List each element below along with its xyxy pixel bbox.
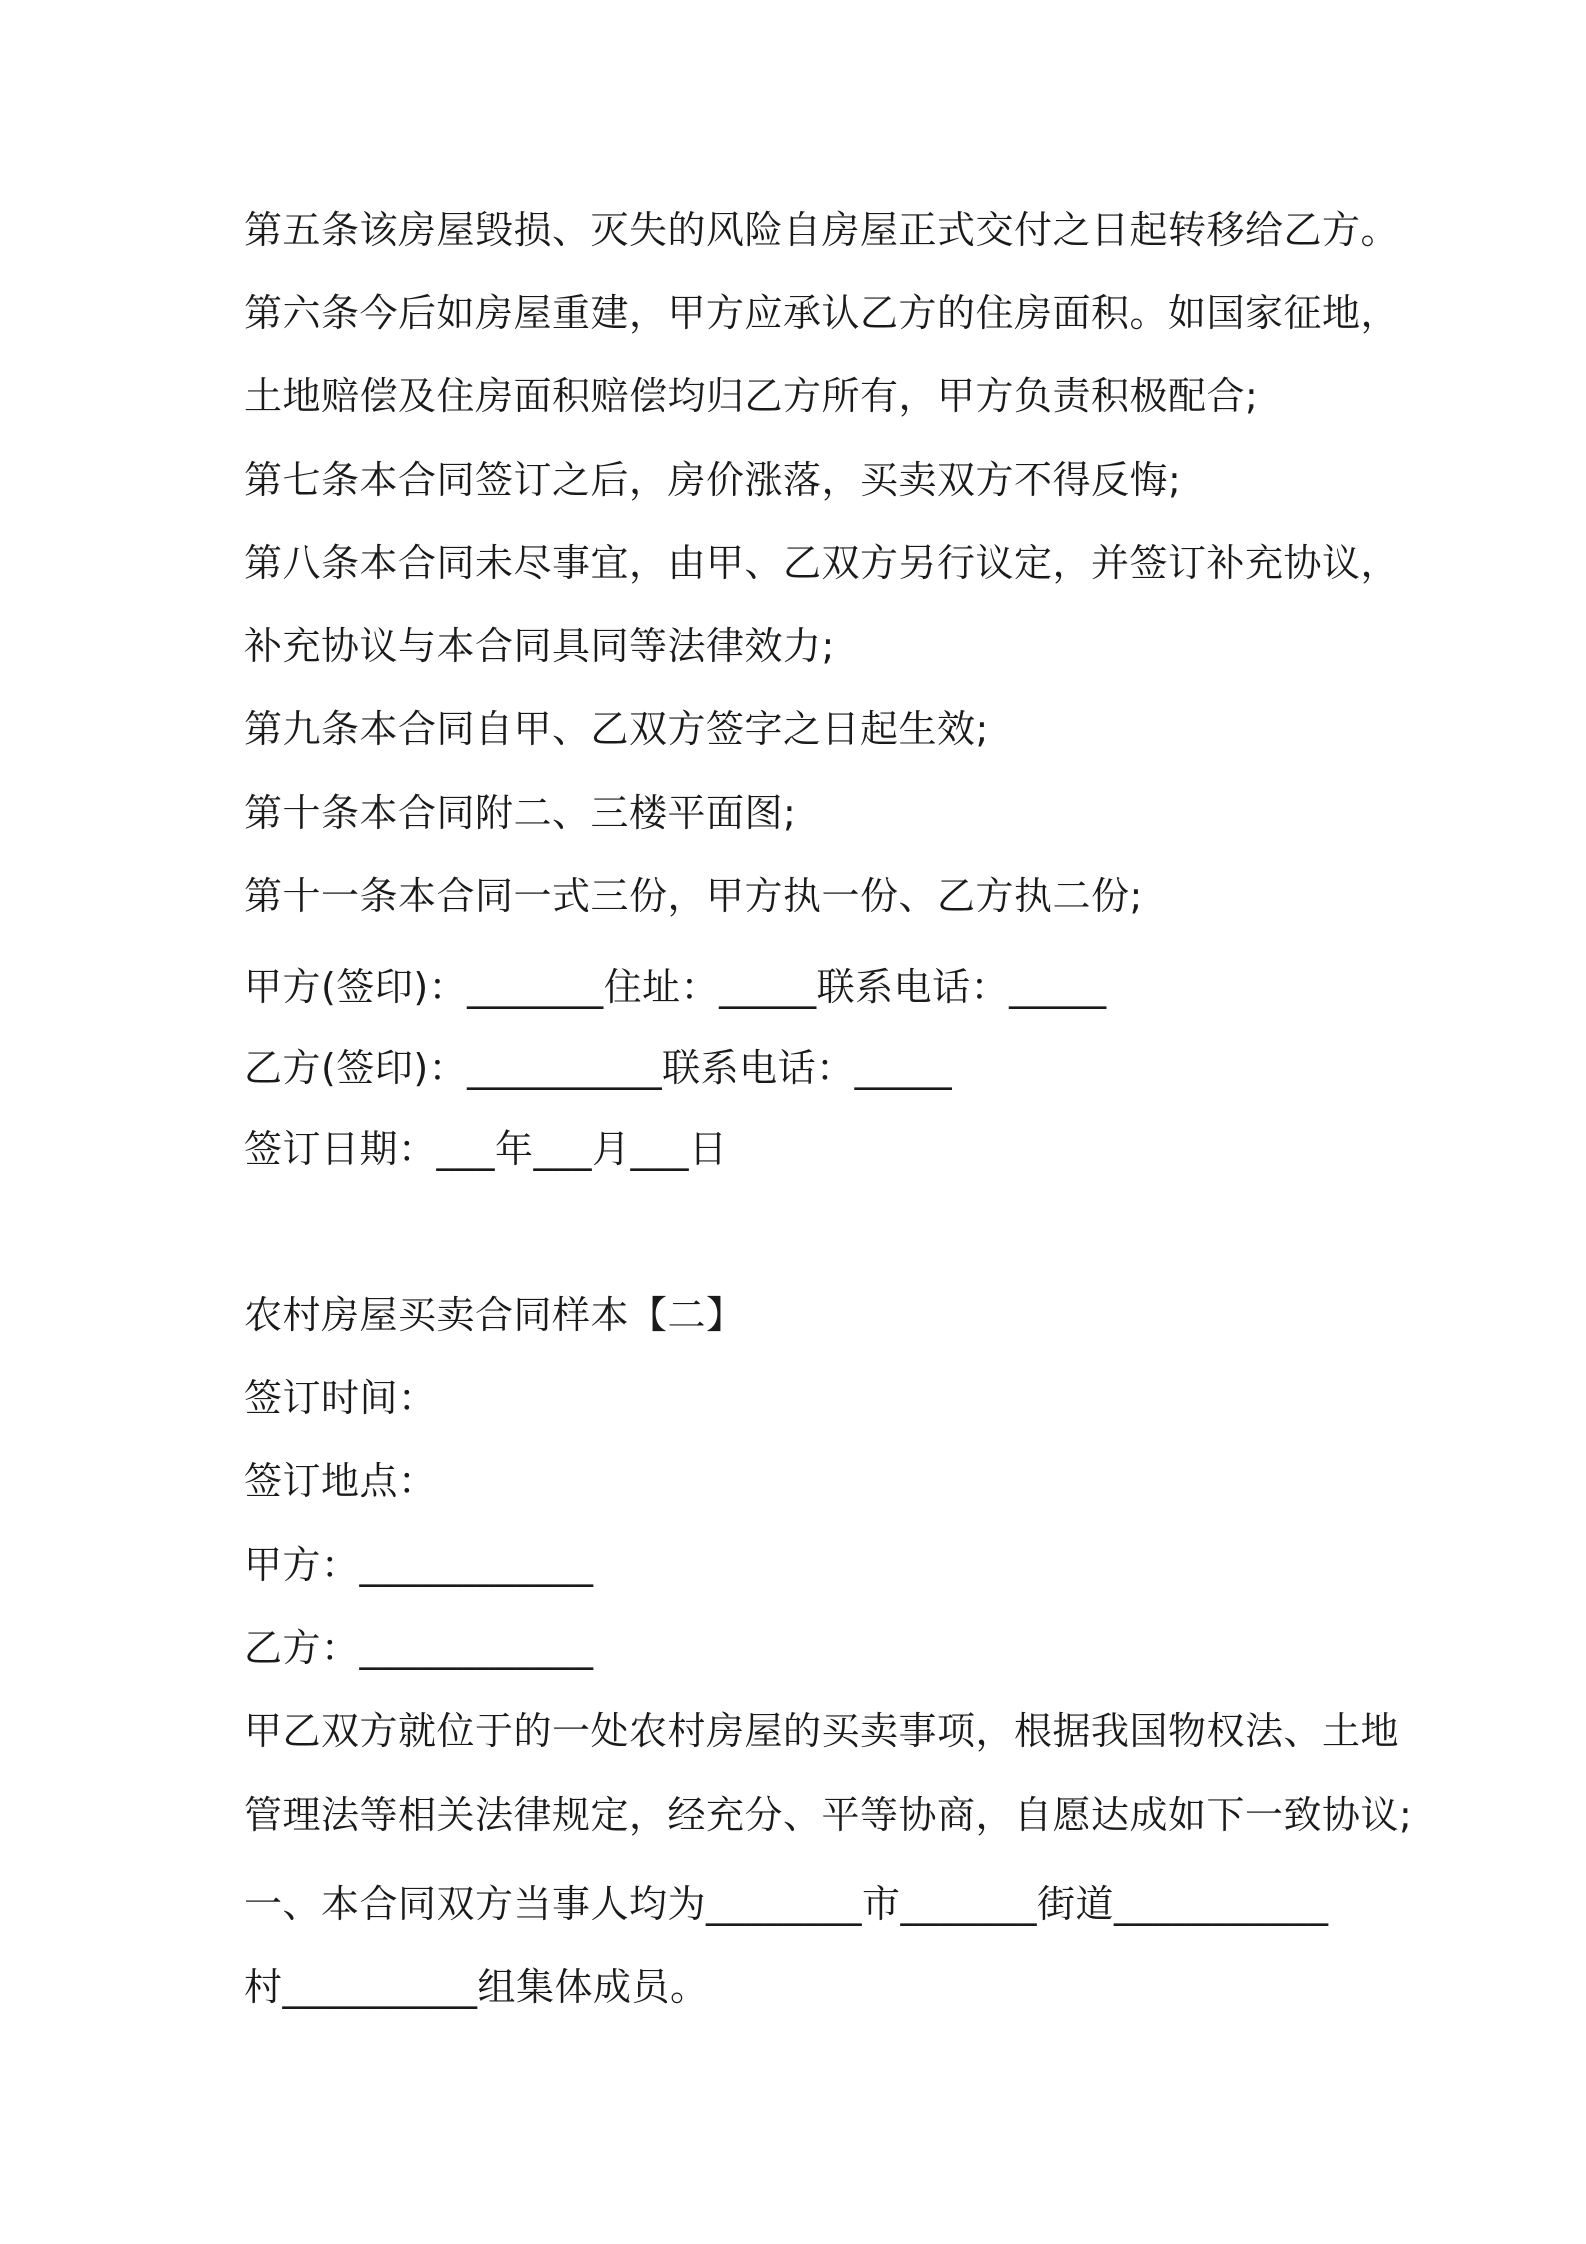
clause-8-text-line2: 补充协议与本合同具同等法律效力; xyxy=(244,624,835,668)
clause-6-text-line2: 土地赔偿及住房面积赔偿均归乙方所有，甲方负责积极配合; xyxy=(244,374,1259,418)
signing-place-line: 签订地点： xyxy=(244,1459,437,1503)
signing-date-line: 签订日期：___年___月___日 xyxy=(244,1127,728,1171)
clause-10-text: 第十条本合同附二、三楼平面图; xyxy=(244,791,797,835)
article-1-line2: 村__________组集体成员。 xyxy=(244,1965,709,2009)
preamble-line1: 甲乙双方就位于的一处农村房屋的买卖事项，根据我国物权法、土地 xyxy=(244,1709,1400,1753)
party-b-line: 乙方：____________ xyxy=(244,1626,594,1670)
clause-6-text-line1: 第六条今后如房屋重建，甲方应承认乙方的住房面积。如国家征地， xyxy=(244,291,1400,335)
party-b-signature-line: 乙方(签印)：__________联系电话：_____ xyxy=(244,1046,953,1090)
section-title: 农村房屋买卖合同样本【二】 xyxy=(244,1293,745,1337)
clause-5-text: 第五条该房屋毁损、灭失的风险自房屋正式交付之日起转移给乙方。 xyxy=(244,208,1400,252)
party-a-signature-line: 甲方(签印)：_______住址：_____联系电话：_____ xyxy=(244,965,1107,1009)
party-a-line: 甲方：____________ xyxy=(244,1543,594,1587)
clause-9-text: 第九条本合同自甲、乙双方签字之日起生效; xyxy=(244,707,989,751)
clause-11-text: 第十一条本合同一式三份，甲方执一份、乙方执二份; xyxy=(244,874,1143,918)
article-1-line1: 一、本合同双方当事人均为________市_______街道___________ xyxy=(244,1882,1329,1926)
preamble-line2: 管理法等相关法律规定，经充分、平等协商，自愿达成如下一致协议; xyxy=(244,1793,1413,1837)
clause-8-text-line1: 第八条本合同未尽事宜，由甲、乙双方另行议定，并签订补充协议， xyxy=(244,541,1400,585)
signing-time-line: 签订时间： xyxy=(244,1376,437,1420)
clause-7-text: 第七条本合同签订之后，房价涨落，买卖双方不得反悔; xyxy=(244,458,1182,502)
